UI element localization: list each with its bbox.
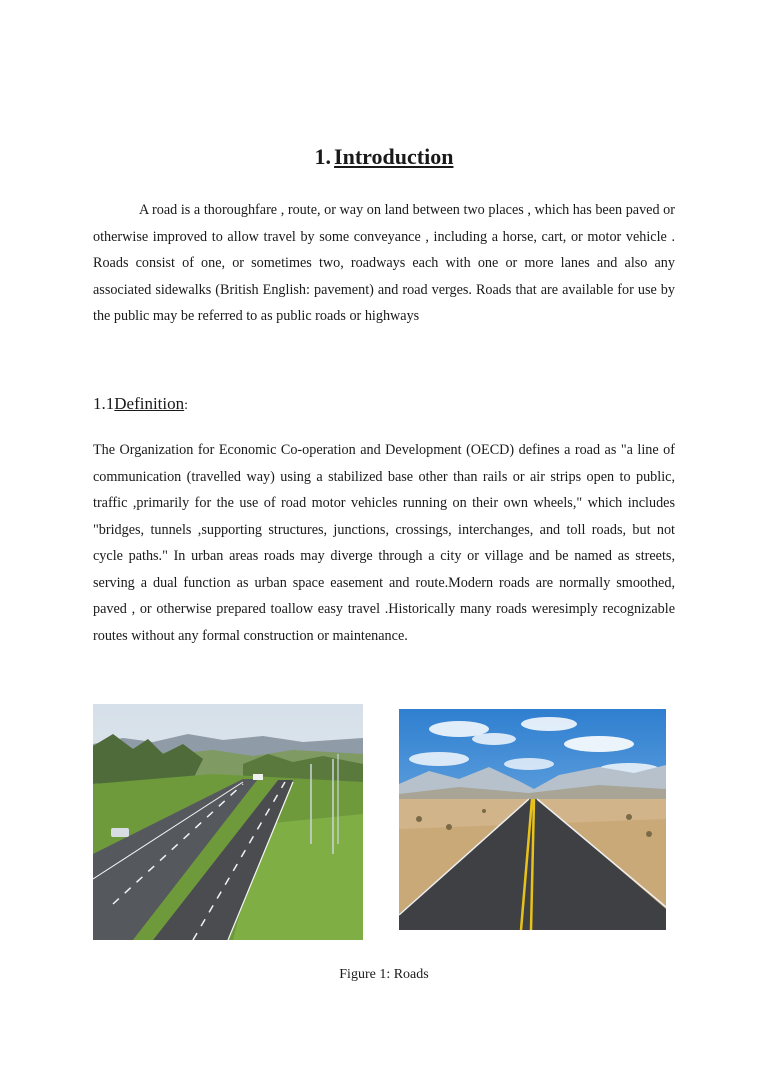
subsection-suffix: :: [184, 398, 189, 413]
figure-caption: Figure 1: Roads: [339, 967, 429, 982]
section-title: Introduction: [334, 144, 454, 169]
subsection-title: Definition: [114, 394, 185, 413]
section-number: 1.: [314, 144, 332, 169]
desert-road-photo: [399, 709, 666, 930]
subsection-heading: [93, 394, 188, 414]
definition-paragraph: The Organization for Economic Co-operation and Development (OECD) defines a road as "a line of communication (travelled way) using a stabilized base other than rails or air strips open to public, traffic ,primarily for the use of road motor vehicles running on their own wheels," which includes "bridges, tunnels ,supporting structures, junctions, crossings, interchanges, and toll roads, but not cycle paths." In urban areas roads may diverge through a city or village and be named as streets, serving a dual function as urban space easement and route.Modern roads are normally smoothed, paved , or otherwise prepared toallow easy travel .Historically many roads weresimply recognizable routes without any formal construction or maintenance.: [93, 442, 675, 644]
section-heading: [0, 144, 768, 170]
highway-photo: [93, 704, 363, 940]
intro-paragraph: A road is a thoroughfare , route, or way on land between two places , which has been paved or otherwise improved to allow travel by some conveyance , including a horse, cart, or motor vehicle . Roads consist of one, or sometimes two, roadways each with one or more lanes and also any associated sidewalks (British English: pavement) and road verges. Roads that are available for use by the public may be referred to as public roads or highways: [93, 202, 675, 324]
subsection-number: 1.1: [93, 394, 115, 413]
